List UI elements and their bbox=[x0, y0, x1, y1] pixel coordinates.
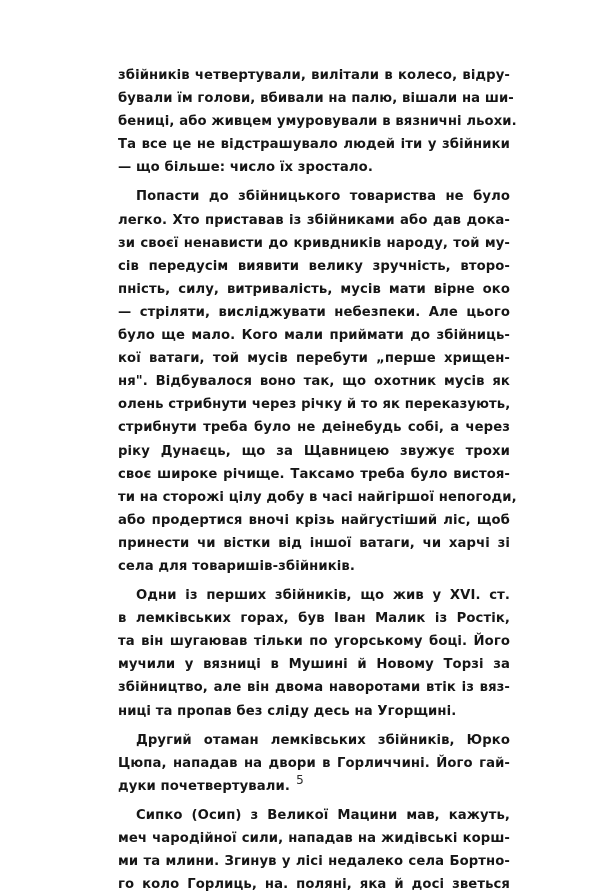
text-line: своє широке річище. Таксамо треба було вистоя- bbox=[118, 466, 510, 482]
text-line: ти на сторожі цілу добу в часі найгіршої непогоди, bbox=[118, 489, 517, 505]
text-line: Цюпа, нападав на двори в Горличчині. Його гай- bbox=[118, 755, 510, 771]
text-line: села для товаришів-збійників. bbox=[118, 558, 355, 574]
text-line: ріку Дунаєць, що за Щавницею звужує трохи bbox=[118, 443, 510, 459]
text-line: в лемківських горах, був Іван Малик із Ростік, bbox=[118, 611, 510, 627]
text-line: Одни із перших збійників, що жив у XVI. ст. bbox=[136, 588, 510, 604]
text-line: ми та млини. Згинув у лісі недалеко села Бортно- bbox=[118, 854, 510, 870]
text-line: Сипко (Осип) з Великої Мацини мав, кажуть, bbox=[136, 807, 510, 823]
text-line: дуки почетвертували. bbox=[118, 778, 290, 794]
paragraph bbox=[118, 584, 510, 723]
text-line: зи своєї ненависти до кривдників народу, той му- bbox=[118, 235, 510, 251]
text-line: стрибнути треба було не деінебудь собі, а через bbox=[118, 420, 510, 436]
text-line: — що більше: число їх зростало. bbox=[118, 160, 373, 176]
text-line: — стріляти, висліджувати небезпеки. Але цього bbox=[118, 304, 510, 320]
text-line: меч чародійної сили, нападав на жидівські корш- bbox=[118, 831, 510, 846]
text-line: легко. Хто приставав із збійниками або дав дока- bbox=[118, 212, 510, 228]
text-line: збійництво, але він двома наворотами втік із вяз- bbox=[118, 680, 510, 696]
text-line: го коло Горлиць, на. поляні, яка й досі зветься bbox=[118, 877, 510, 893]
paragraph bbox=[118, 729, 510, 798]
text-line: олень стрибнути через річку й то як переказують, bbox=[118, 397, 511, 413]
text-line: пність, силу, витривалість, мусів мати вірне око bbox=[118, 281, 510, 297]
text-line: та він шугаював тільки по угорському боці. Його bbox=[118, 634, 510, 650]
text-line: Другий отаман лемківських збійників, Юрко bbox=[136, 732, 510, 748]
text-line: ня". Відбувалося воно так, що охотник мусів як bbox=[118, 374, 510, 390]
text-line: принести чи вістки від іншої ватаги, чи харчі зі bbox=[118, 535, 510, 551]
text-line: збійників четвертували, вилітали в колесо, відру- bbox=[118, 68, 510, 83]
text-line: було ще мало. Кого мали приймати до збійниць- bbox=[118, 328, 510, 344]
text-line: кої ватаги, той мусів перебути „перше хрищен- bbox=[118, 351, 510, 367]
text-line: бували їм голови, вбивали на палю, вішали на ши- bbox=[118, 91, 514, 107]
page-number: 5 bbox=[296, 773, 304, 787]
paragraph bbox=[118, 804, 510, 896]
text-line: Та все це не відстрашувало людей іти у збійники bbox=[118, 137, 510, 153]
text-line: Попасти до збійницького товариства не було bbox=[136, 189, 510, 205]
text-line: мучили у вязниці в Мушині й Новому Торзі за bbox=[118, 657, 510, 673]
text-line: ниці та пропав без сліду десь на Угорщині. bbox=[118, 703, 457, 719]
paragraph bbox=[118, 185, 517, 578]
body-text bbox=[118, 64, 517, 896]
text-line: або продертися вночі крізь найгустіший ліс, щоб bbox=[118, 512, 510, 528]
text-line: сів передусім виявити велику зручність, второ- bbox=[118, 258, 510, 274]
text-line: бениці, або живцем умуровували в вязничні льохи. bbox=[118, 114, 517, 130]
paragraph bbox=[118, 64, 517, 179]
